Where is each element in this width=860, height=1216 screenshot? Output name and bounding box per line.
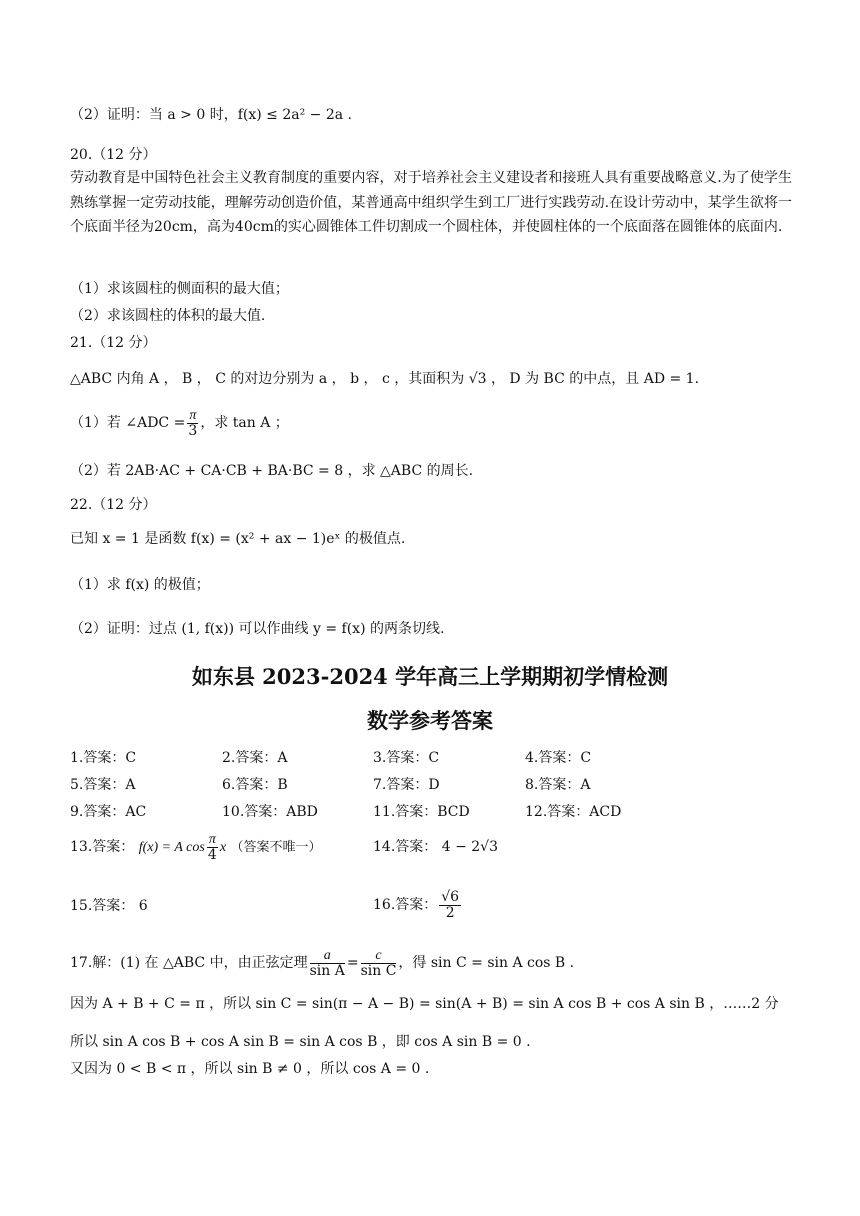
answer-16-denominator: 2	[445, 904, 455, 921]
answer-14-label: 14.答案：	[373, 839, 438, 855]
q21-body: △ABC 内角 A ， B ， C 的对边分别为 a ， b ， c ，其面积为 √3 ， D 为 BC 的中点，且 AD = 1.	[70, 371, 700, 387]
sine-rule-right-fraction	[361, 948, 397, 979]
q19-part2: （2）证明：当 a > 0 时，f(x) ≤ 2a² − 2a .	[70, 107, 352, 123]
answer-15-value: 6	[138, 898, 148, 914]
answer-key-title: 如东县 2023-2024 学年高三上学期期初学情检测	[191, 664, 669, 689]
solution-17-line1	[70, 945, 574, 981]
q22-part1: （1）求 f(x) 的极值；	[70, 577, 210, 593]
answer-11: 11.答案：BCD	[373, 804, 470, 820]
answer-4: 4.答案：C	[525, 750, 592, 766]
q22-body: 已知 x = 1 是函数 f(x) = (x² + ax − 1)eˣ 的极值点.	[70, 531, 406, 547]
q20-heading: 20.（12 分）	[70, 147, 157, 163]
sine-rule-right-denominator: sin C	[360, 962, 397, 979]
answer-14-value: 4 − 2√3	[441, 839, 498, 855]
answer-16	[373, 887, 463, 923]
answer-13-variable: x	[219, 840, 227, 855]
answer-13	[70, 829, 322, 866]
answer-12: 12.答案：ACD	[525, 804, 622, 820]
answer-15	[70, 897, 148, 915]
answer-3: 3.答案：C	[373, 750, 440, 766]
q20-part2: （2）求该圆柱的体积的最大值.	[70, 308, 266, 324]
answer-6: 6.答案：B	[222, 777, 288, 793]
answer-13-note: （答案不唯一）	[230, 840, 322, 855]
answer-13-numerator: π	[208, 831, 216, 847]
answer-13-label: 13.答案：	[70, 839, 135, 855]
answer-13-expression: f(x) = A cos	[138, 840, 205, 855]
answer-7: 7.答案：D	[373, 777, 440, 793]
sine-rule-left-denominator: sin A	[309, 962, 345, 979]
q20-part1: （1）求该圆柱的侧面积的最大值；	[70, 281, 289, 297]
sine-rule-left-numerator: a	[310, 948, 345, 964]
answer-13-denominator: 4	[207, 846, 217, 863]
q20-body: 劳动教育是中国特色社会主义教育制度的重要内容，对于培养社会主义建设者和接班人具有重要战略意义.为了使学生熟练掌握一定劳动技能，理解劳动创造价值，某普通高中组织学生到工厂进行实践劳动.在设计劳动中，某学生欲将一个底面半径为20cm，高为40cm的实心圆锥体工件切割成一个圆柱体，并使圆柱体的一个底面落在圆锥体的底面内.	[70, 170, 792, 235]
answer-13-fraction	[207, 832, 218, 863]
answer-16-label: 16.答案：	[373, 897, 438, 913]
q21-part1	[70, 405, 289, 441]
solution-17-line2: 因为 A + B + C = π ，所以 sin C = sin(π − A − B) = sin(A + B) = sin A cos B + cos A sin B ，……2 分	[70, 996, 779, 1012]
answer-16-numerator: √6	[441, 888, 460, 905]
q21-part1-numerator: π	[189, 407, 197, 423]
answer-2: 2.答案：A	[222, 750, 288, 766]
q22-heading: 22.（12 分）	[70, 497, 157, 513]
q21-heading: 21.（12 分）	[70, 335, 157, 351]
sine-rule-equals: =	[346, 955, 359, 971]
q21-part2: （2）若 2AB·AC + CA·CB + BA·BC = 8 ，求 △ABC 的周长.	[70, 463, 474, 479]
answer-14	[373, 838, 498, 856]
answer-8: 8.答案：A	[525, 777, 591, 793]
q22-part2: （2）证明：过点 (1, f(x)) 可以作曲线 y = f(x) 的两条切线.	[70, 621, 445, 637]
solution-17-line3: 所以 sin A cos B + cos A sin B = sin A cos B ，即 cos A sin B = 0 .	[70, 1034, 531, 1050]
solution-17-line4: 又因为 0 < B < π ，所以 sin B ≠ 0 ，所以 cos A = 0 .	[70, 1061, 430, 1077]
q21-part1-tail: ，求 tan A ；	[200, 415, 289, 431]
answer-10: 10.答案：ABD	[222, 804, 318, 820]
answer-5: 5.答案：A	[70, 777, 136, 793]
q21-part1-denominator: 3	[188, 422, 198, 439]
q21-part1-text: （1）若 ∠ADC =	[70, 415, 186, 431]
answer-9: 9.答案：AC	[70, 804, 147, 820]
answer-15-label: 15.答案：	[70, 898, 135, 914]
answer-16-fraction	[439, 890, 461, 921]
solution-17-result: ，得 sin C = sin A cos B .	[398, 955, 575, 971]
answer-key-subtitle: 数学参考答案	[367, 708, 493, 733]
q21-part1-fraction	[187, 408, 198, 439]
sine-rule-left-fraction	[310, 948, 345, 979]
sine-rule-right-numerator: c	[361, 948, 397, 964]
solution-17-intro: 17.解：(1) 在 △ABC 中，由正弦定理	[70, 955, 308, 971]
answer-1: 1.答案：C	[70, 750, 137, 766]
